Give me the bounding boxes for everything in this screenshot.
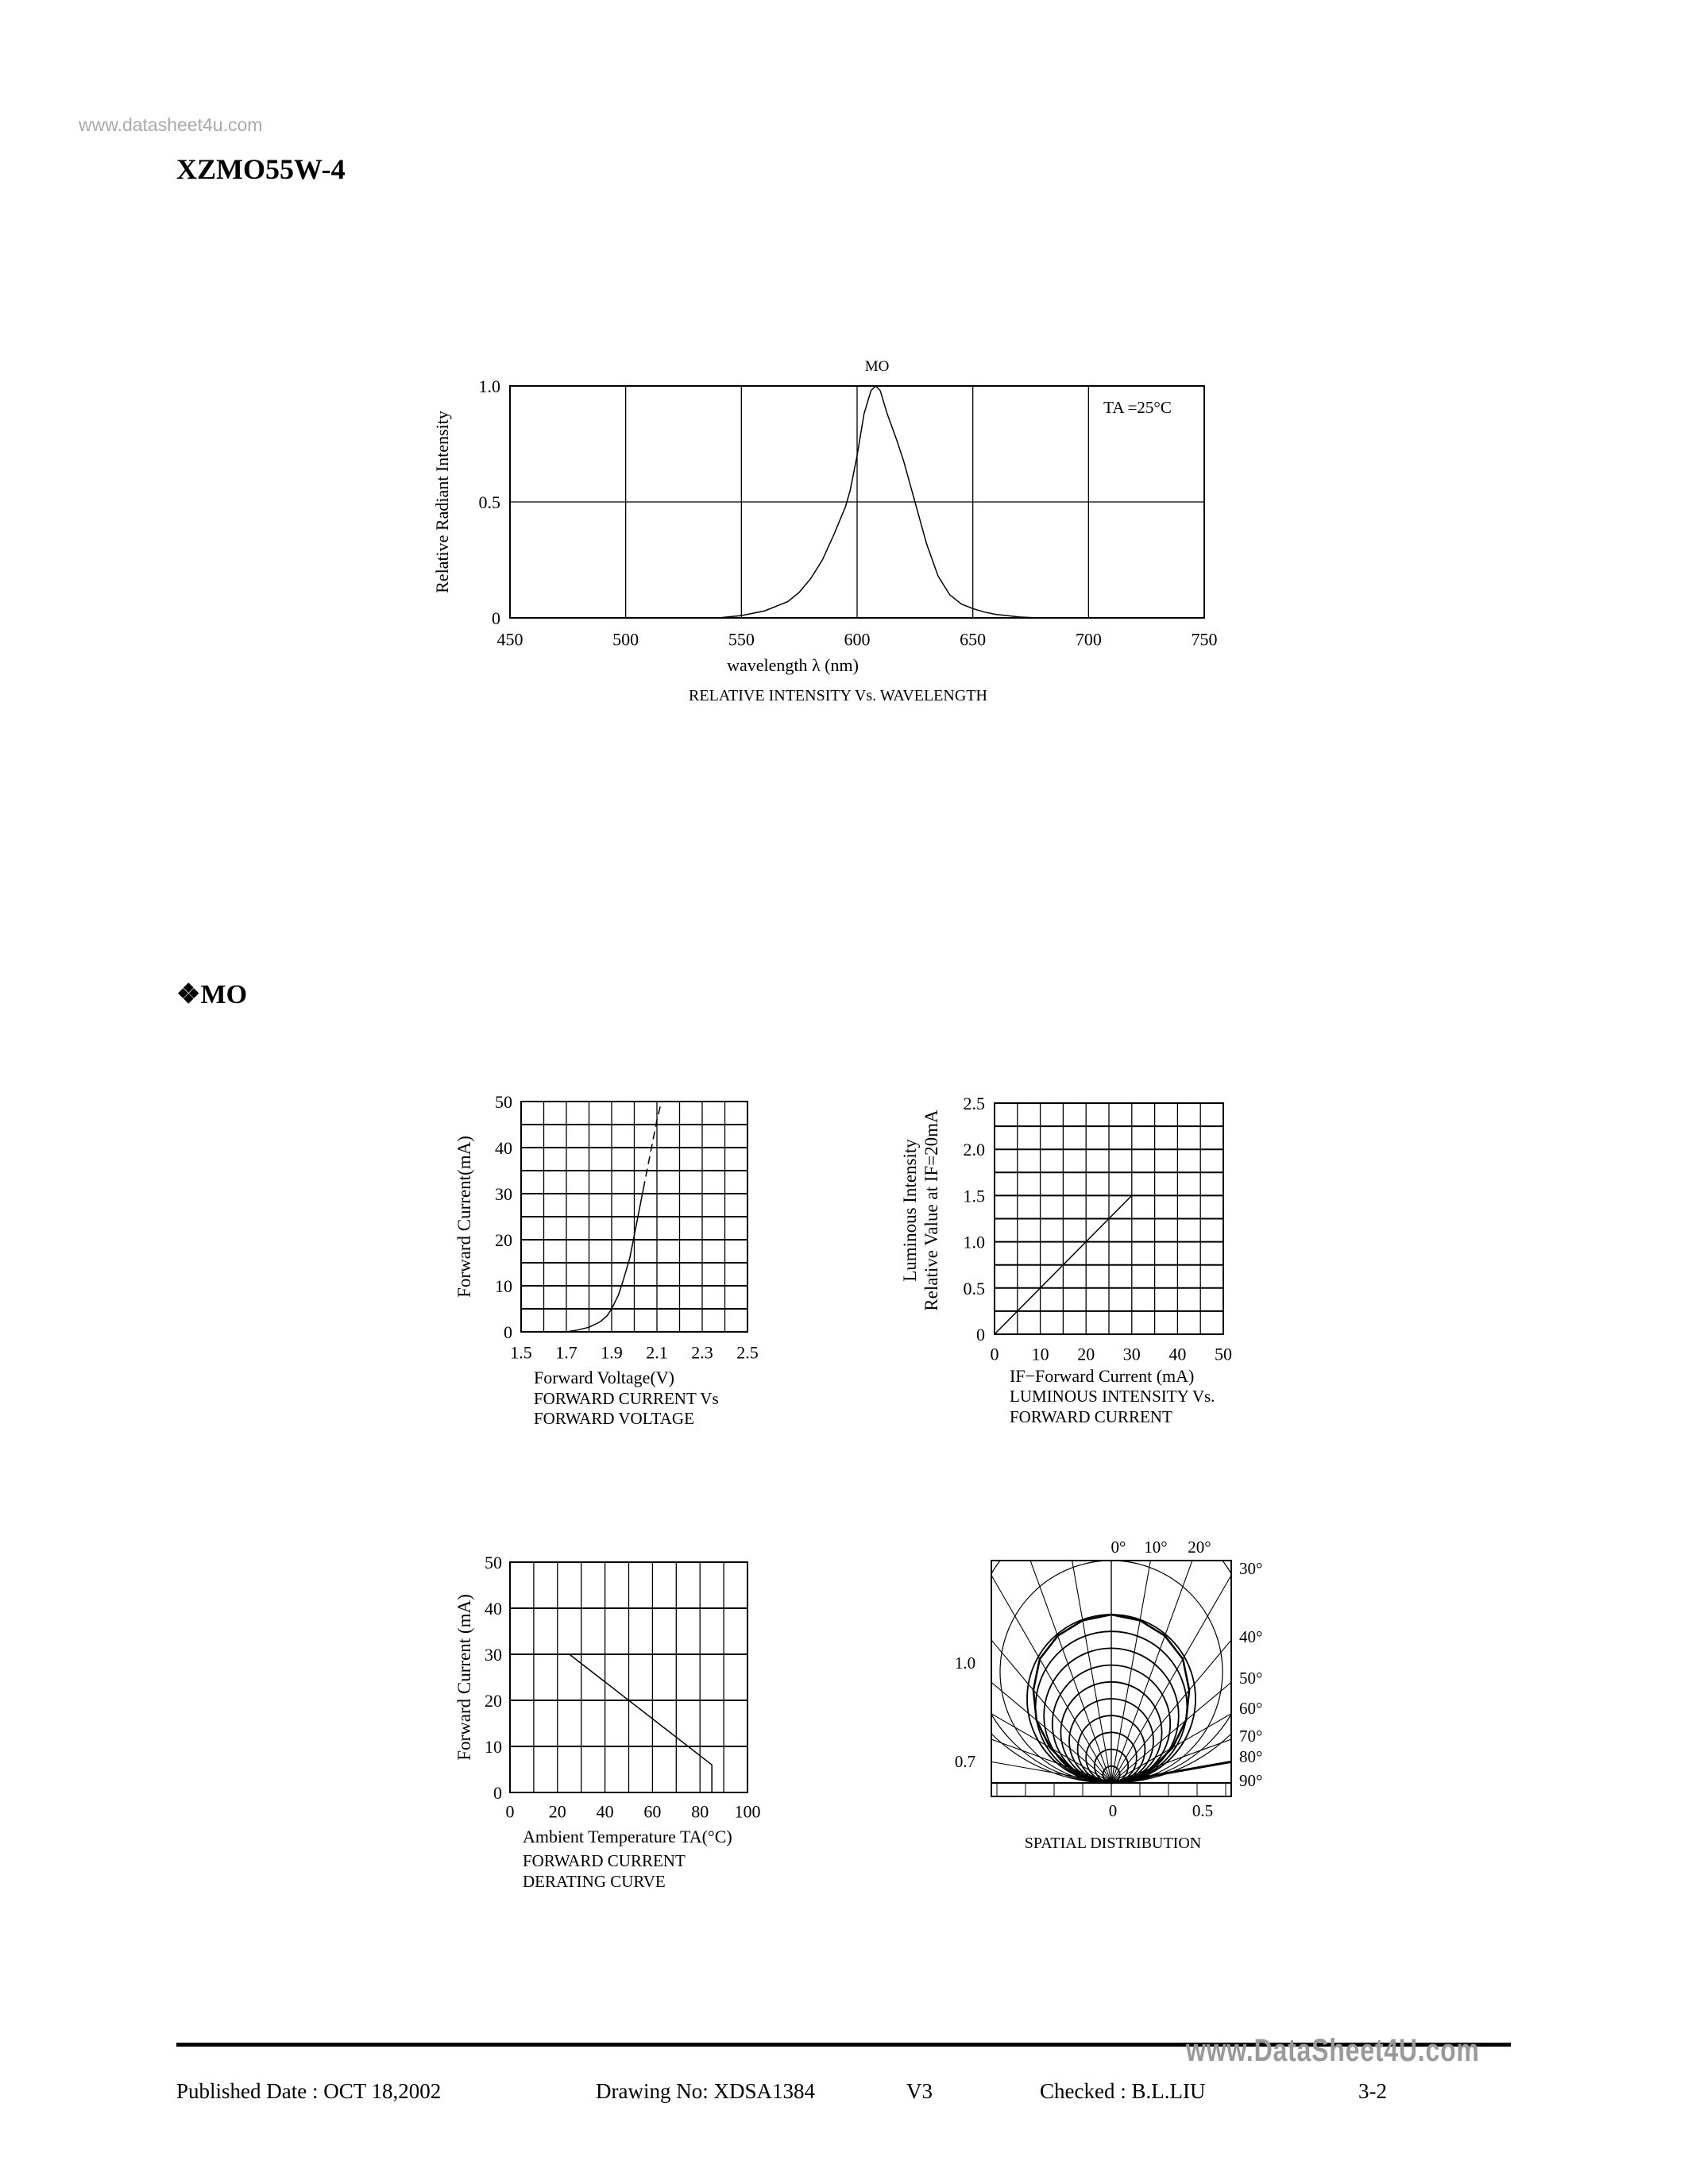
x-axis-title: wavelength λ (nm) — [727, 655, 859, 675]
x-tick-label: 700 — [1075, 629, 1102, 650]
y-tick-label: 0 — [504, 1322, 512, 1342]
chart-title: SPATIAL DISTRIBUTION — [1024, 1835, 1202, 1852]
angle-radial-line — [1111, 1476, 1477, 1783]
y-tick-label: 30 — [485, 1645, 502, 1665]
y-tick-label: 10 — [485, 1737, 502, 1757]
chart-title-line: LUMINOUS INTENSITY Vs. — [1010, 1387, 1215, 1406]
y-tick-label: 50 — [495, 1092, 512, 1112]
angle-label: 0° — [1111, 1538, 1126, 1557]
angle-label: 70° — [1239, 1727, 1263, 1746]
chart-title-line: FORWARD CURRENT Vs — [534, 1389, 719, 1408]
x-tick-label: 2.3 — [691, 1342, 713, 1363]
angle-radial-line — [1111, 1620, 1559, 1783]
x-tick-label: 1.7 — [555, 1342, 577, 1363]
y-axis-title-line: Relative Value at IF=20mA — [921, 1109, 941, 1311]
y-tick-label: 50 — [485, 1553, 502, 1572]
y-tick-label: 20 — [495, 1230, 512, 1250]
published-date: Published Date : OCT 18,2002 — [176, 2079, 442, 2103]
chart-title-line: FORWARD CURRENT — [1010, 1407, 1172, 1426]
y-tick-label: 10 — [495, 1276, 512, 1296]
y-tick-label: 0 — [492, 608, 500, 628]
checked-by: Checked : B.L.LIU — [1040, 2079, 1206, 2103]
radius-label: 0.7 — [954, 1752, 976, 1771]
x-tick-label: 550 — [728, 629, 755, 650]
x-axis-title: Ambient Temperature TA(°C) — [523, 1827, 732, 1846]
y-tick-label: 1.0 — [478, 376, 500, 396]
version: V3 — [906, 2079, 933, 2103]
x-tick-label: 500 — [612, 629, 639, 650]
x-tick-label: 750 — [1191, 629, 1218, 650]
x-tick-label: 0 — [990, 1344, 999, 1364]
x-tick-label: 20 — [1077, 1344, 1095, 1364]
chart-title: RELATIVE INTENSITY Vs. WAVELENGTH — [689, 687, 987, 704]
y-axis-title: Relative Radiant Intensity — [432, 411, 452, 593]
angle-label: 10° — [1144, 1538, 1168, 1557]
angle-label: 60° — [1239, 1699, 1263, 1718]
y-tick-label: 2.0 — [963, 1140, 985, 1160]
y-tick-label: 0.5 — [963, 1278, 985, 1298]
x-tick-label: 40 — [1168, 1344, 1187, 1364]
x-tick-label: 50 — [1215, 1344, 1232, 1364]
temperature-annotation: TA =25°C — [1103, 398, 1172, 417]
angle-radial-line — [746, 1476, 1111, 1783]
watermark-url: www.datasheet4u.com — [79, 114, 263, 135]
series-curve — [566, 1189, 643, 1332]
y-tick-label: 0.5 — [478, 492, 500, 512]
chart-title-line: DERATING CURVE — [523, 1872, 666, 1891]
x-tick-label: 450 — [496, 629, 523, 650]
y-tick-label: 1.5 — [963, 1186, 985, 1206]
angle-label: 20° — [1188, 1538, 1211, 1557]
x-tick-label: 100 — [734, 1801, 761, 1822]
angle-label: 30° — [1239, 1559, 1263, 1578]
x-tick-label: 40 — [596, 1801, 614, 1822]
y-tick-label: 40 — [485, 1599, 502, 1619]
x-tick-label: 10 — [1031, 1344, 1049, 1364]
section-heading: ❖MO — [176, 980, 248, 1009]
footer-watermark: www.DataSheet4U.com — [1186, 2033, 1480, 2068]
y-tick-label: 0 — [976, 1325, 985, 1345]
series-label: MO — [864, 358, 890, 375]
x-tick-label: 0 — [505, 1801, 515, 1822]
angle-label: 90° — [1239, 1771, 1263, 1790]
angle-radial-line — [1111, 1700, 1581, 1783]
drawing-number: Drawing No: XDSA1384 — [596, 2079, 815, 2103]
x-tick-label: 2.5 — [736, 1342, 759, 1363]
angle-label: 50° — [1239, 1669, 1263, 1688]
x-axis-title: Forward Voltage(V) — [534, 1368, 674, 1387]
radius-label: 1.0 — [954, 1653, 976, 1673]
x-tick-label: 20 — [548, 1801, 566, 1822]
angle-radial-line — [1111, 1418, 1418, 1783]
x-tick-label: 2.1 — [646, 1342, 668, 1363]
y-axis-title: Forward Current (mA) — [454, 1594, 474, 1761]
angle-radial-line — [805, 1418, 1111, 1783]
x-tick-label: 1.9 — [601, 1342, 623, 1363]
x-tick-label: 600 — [844, 629, 871, 650]
y-tick-label: 0 — [493, 1783, 502, 1803]
y-axis-title-line: Luminous Intensity — [900, 1139, 920, 1282]
x-tick-label: 650 — [960, 629, 987, 650]
angle-label: 80° — [1239, 1747, 1263, 1766]
series-curve-extrapolated — [643, 1102, 662, 1189]
y-tick-label: 20 — [485, 1691, 502, 1711]
document-title: XZMO55W-4 — [176, 153, 346, 185]
x-tick-label: 30 — [1122, 1344, 1141, 1364]
angle-radial-line — [663, 1620, 1111, 1783]
x-axis-title: IF−Forward Current (mA) — [1010, 1366, 1195, 1386]
page-number: 3-2 — [1358, 2079, 1387, 2103]
x-tick-label: 1.5 — [510, 1342, 532, 1363]
y-axis-title: Forward Current(mA) — [454, 1136, 474, 1298]
chart-title-line: FORWARD VOLTAGE — [534, 1409, 694, 1428]
chart-title-line: FORWARD CURRENT — [523, 1851, 686, 1870]
y-tick-label: 30 — [495, 1184, 512, 1204]
y-tick-label: 2.5 — [963, 1094, 985, 1113]
bottom-tick-label: 0 — [1108, 1801, 1118, 1820]
series-curve — [570, 1654, 712, 1792]
y-tick-label: 1.0 — [963, 1232, 985, 1252]
angle-label: 40° — [1239, 1627, 1263, 1646]
x-tick-label: 60 — [643, 1801, 662, 1822]
y-tick-label: 40 — [495, 1138, 512, 1158]
bottom-tick-label: 0.5 — [1192, 1801, 1214, 1820]
x-tick-label: 80 — [691, 1801, 709, 1822]
